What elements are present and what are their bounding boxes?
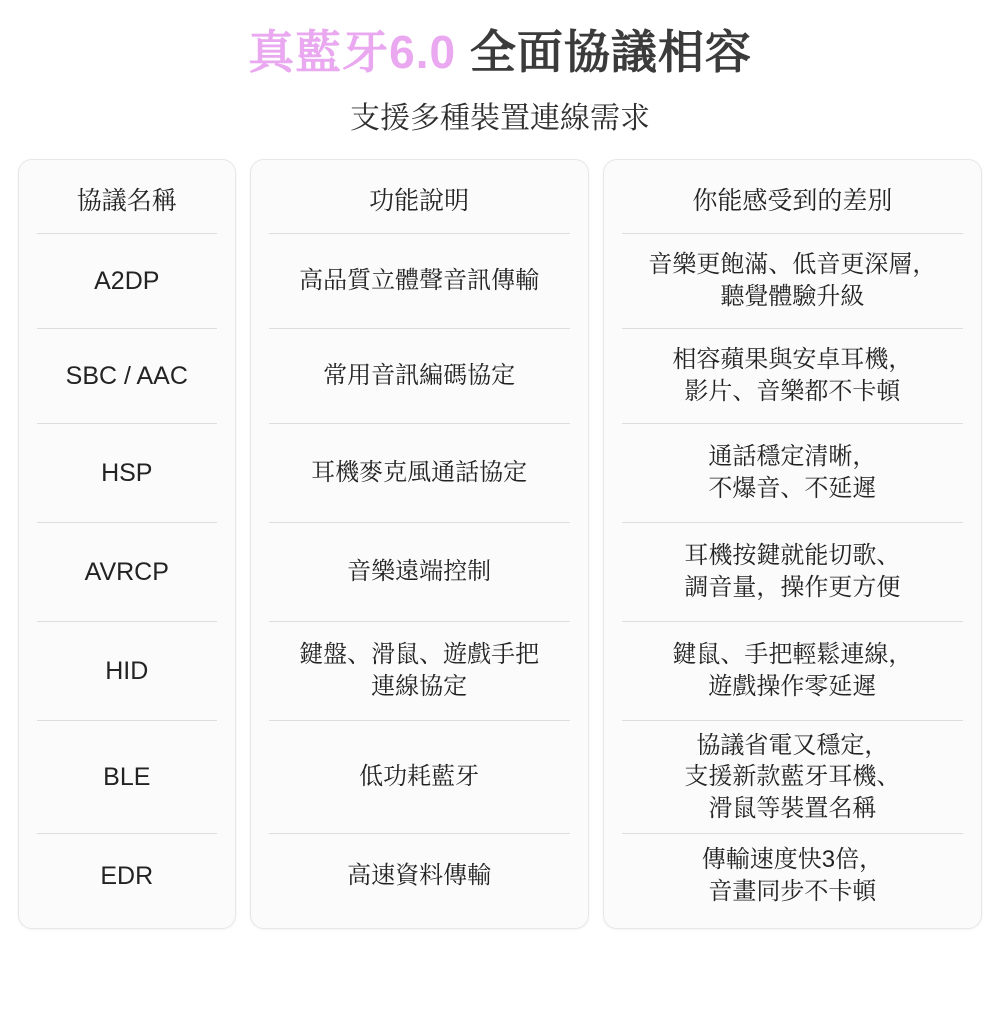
- column-header-function: 功能說明: [369, 186, 470, 215]
- table-row: [616, 424, 969, 522]
- table-row: [31, 234, 223, 328]
- cell-protocol-name: SBC / AAC: [65, 361, 188, 390]
- cell-protocol-name: AVRCP: [84, 557, 169, 586]
- table-row: [31, 329, 223, 423]
- table-row: [616, 622, 969, 720]
- cell-benefit: 相容蘋果與安卓耳機， 影片、音樂都不卡頓: [672, 346, 913, 406]
- cell-benefit: 協議省電又穩定， 支援新款藍牙耳機、 滑鼠等裝置名稱: [684, 731, 901, 822]
- column-header-protocol-name: 協議名稱: [76, 186, 177, 215]
- table-row: [263, 234, 576, 328]
- cell-protocol-name: EDR: [100, 861, 154, 890]
- cell-function: 高速資料傳輸: [347, 862, 492, 890]
- column-header-difference: 你能感受到的差別: [692, 186, 893, 215]
- table-row: [616, 721, 969, 833]
- page-title: [0, 26, 1000, 79]
- protocol-table: [0, 159, 1000, 929]
- cell-function: 低功耗藍牙: [359, 763, 480, 791]
- table-row: [31, 424, 223, 522]
- table-row: [263, 834, 576, 918]
- cell-benefit: 傳輸速度快3倍， 音畫同步不卡頓: [701, 846, 884, 906]
- column-perceived-difference: [603, 159, 982, 929]
- table-row: [263, 424, 576, 522]
- cell-function: 常用音訊編碼協定: [323, 362, 516, 390]
- cell-benefit: 耳機按鍵就能切歌、 調音量，操作更方便: [684, 542, 901, 602]
- table-row: [31, 622, 223, 720]
- table-row: [263, 622, 576, 720]
- cell-function: 鍵盤、滑鼠、遊戲手把 連線協定: [299, 641, 540, 701]
- cell-benefit: 鍵鼠、手把輕鬆連線， 遊戲操作零延遲: [672, 641, 913, 701]
- cell-function: 高品質立體聲音訊傳輸: [299, 267, 540, 295]
- table-row: [616, 834, 969, 918]
- table-row: [263, 329, 576, 423]
- cell-protocol-name: BLE: [103, 762, 151, 791]
- table-row: [263, 523, 576, 621]
- table-row: [616, 234, 969, 328]
- column-protocol-name: [18, 159, 236, 929]
- cell-function: 耳機麥克風通話協定: [311, 459, 528, 487]
- cell-function: 音樂遠端控制: [347, 558, 492, 586]
- table-row: [31, 834, 223, 918]
- table-row: [31, 523, 223, 621]
- cell-benefit: 音樂更飽滿、低音更深層， 聽覺體驗升級: [648, 251, 937, 311]
- table-row: [263, 721, 576, 833]
- page-subtitle: 支援多種裝置連線需求: [350, 101, 650, 135]
- page-title-rest: 全面協議相容: [456, 26, 752, 78]
- infographic-page: [0, 26, 1000, 1026]
- cell-benefit: 通話穩定清晰， 不爆音、不延遲: [708, 443, 877, 503]
- page-title-highlight: 真藍牙6.0: [248, 26, 457, 78]
- cell-protocol-name: A2DP: [94, 266, 160, 295]
- table-row: [31, 721, 223, 833]
- table-row: [616, 523, 969, 621]
- table-row: [616, 329, 969, 423]
- cell-protocol-name: HID: [105, 656, 149, 685]
- column-function-description: [250, 159, 589, 929]
- cell-protocol-name: HSP: [101, 458, 153, 487]
